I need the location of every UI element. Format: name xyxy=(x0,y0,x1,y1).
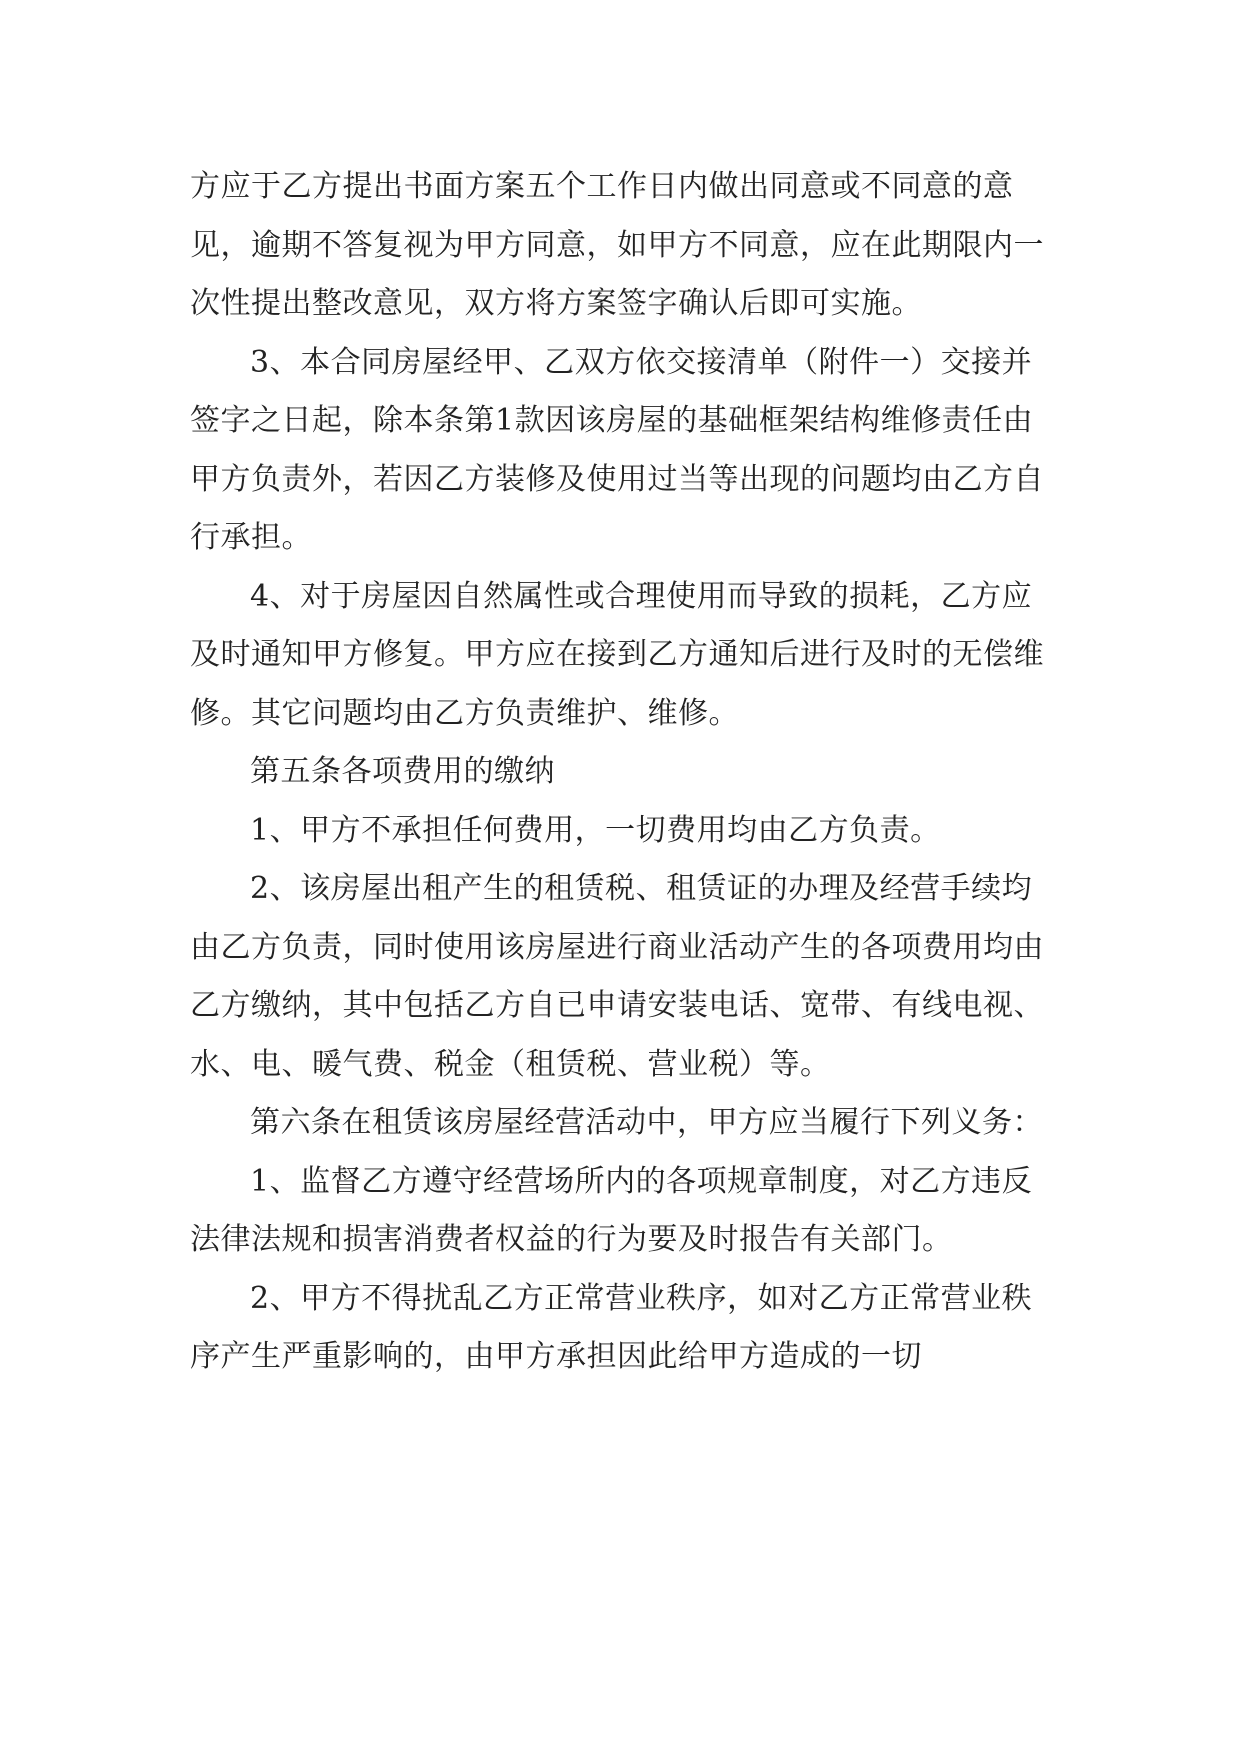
section-heading-article-5: 第五条各项费用的缴纳 xyxy=(250,754,555,789)
paragraph-article-5-clause-1: 1、甲方不承担任何费用，一切费用均由乙方负责。 xyxy=(250,812,941,848)
paragraph-clause-4: 4、对于房屋因自然属性或合理使用而导致的损耗，乙方应及时通知甲方修复。甲方应在接到乙方通知后进行及时的无偿维修。其它问题均由乙方负责维护、维修。 xyxy=(190,578,1044,731)
section-heading-article-6: 第六条在租赁该房屋经营活动中，甲方应当履行下列义务： xyxy=(250,1105,1043,1140)
paragraph-article-6-clause-1: 1、监督乙方遵守经营场所内的各项规章制度，对乙方违反法律法规和损害消费者权益的行为要及时报告有关部门。 xyxy=(190,1163,1033,1257)
paragraph-continuation: 方应于乙方提出书面方案五个工作日内做出同意或不同意的意见，逾期不答复视为甲方同意，如甲方不同意，应在此期限内一次性提出整改意见，双方将方案签字确认后即可实施。 xyxy=(190,169,1044,321)
document-body xyxy=(190,158,1060,1387)
paragraph-clause-3: 3、本合同房屋经甲、乙双方依交接清单（附件一）交接并签字之日起，除本条第1款因该房屋的基础框架结构维修责任由甲方负责外，若因乙方装修及使用过当等出现的问题均由乙方自行承担。 xyxy=(190,344,1044,555)
paragraph-article-6-clause-2: 2、甲方不得扰乱乙方正常营业秩序，如对乙方正常营业秩序产生严重影响的，由甲方承担因此给甲方造成的一切 xyxy=(190,1280,1033,1374)
paragraph-article-5-clause-2: 2、该房屋出租产生的租赁税、租赁证的办理及经营手续均由乙方负责，同时使用该房屋进行商业活动产生的各项费用均由乙方缴纳，其中包括乙方自已申请安装电话、宽带、有线电视、水、电、暖气费、税金（租赁税、营业税）等。 xyxy=(190,871,1044,1082)
